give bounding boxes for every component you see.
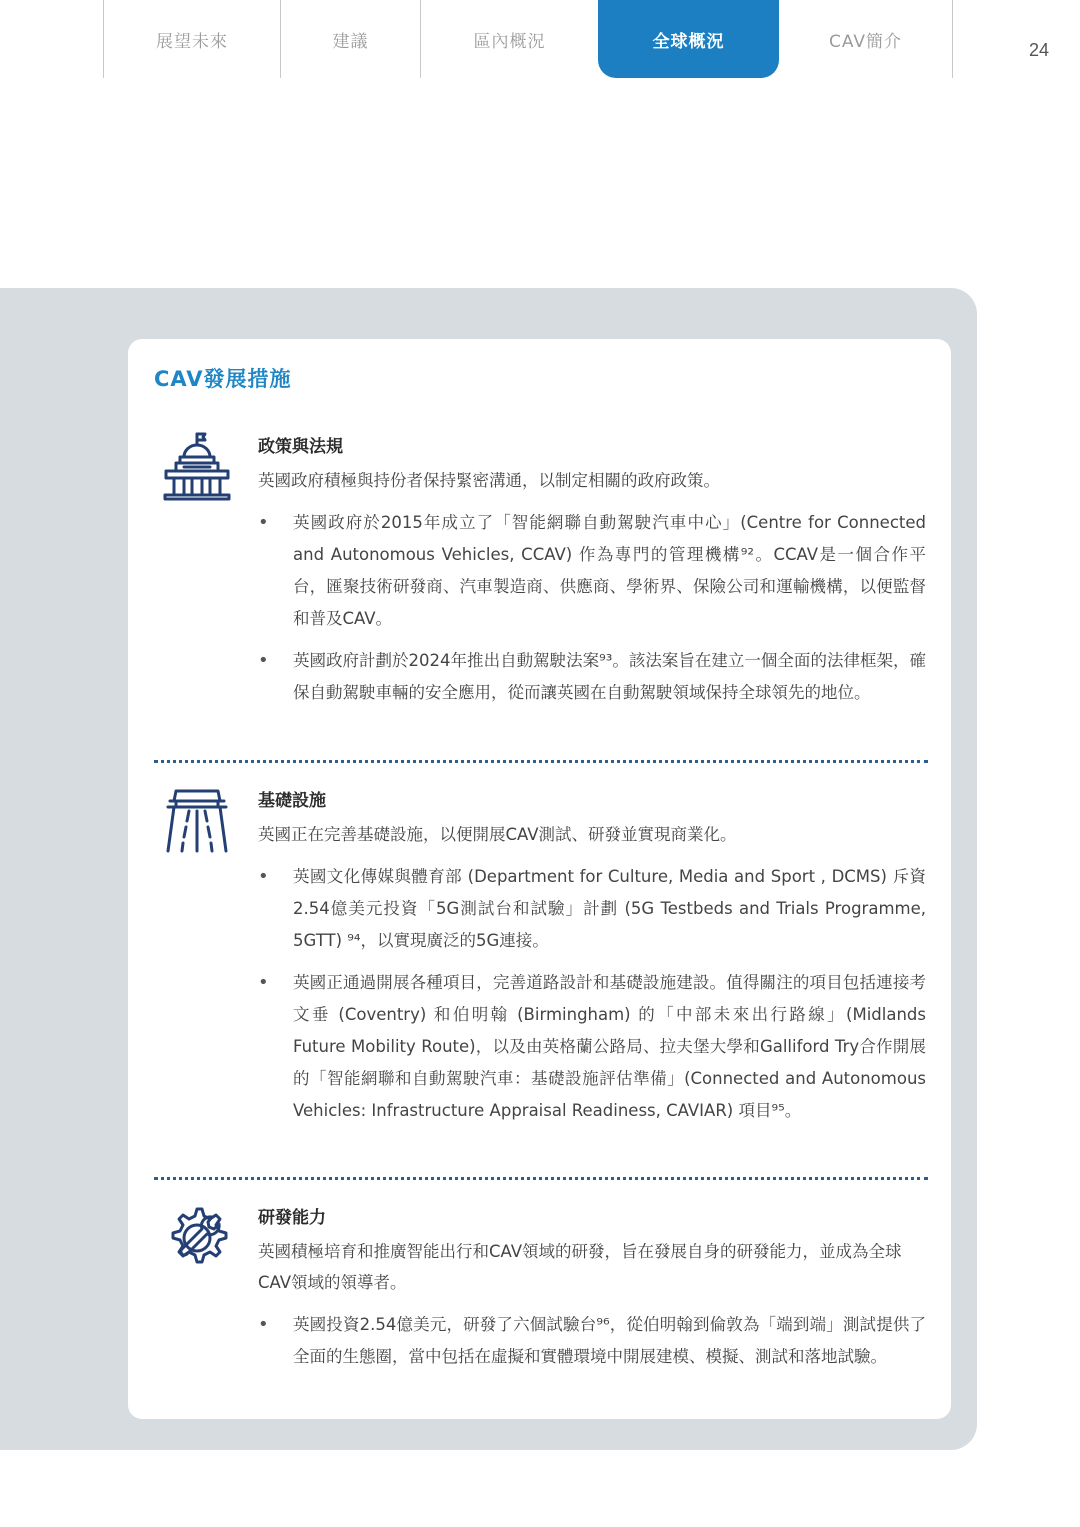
card-title: CAV發展措施	[154, 367, 292, 391]
section-divider	[154, 1177, 928, 1180]
section-heading: 研發能力	[258, 1208, 326, 1228]
section-divider	[154, 760, 928, 763]
list-item: • 英國正通過開展各種項目，完善道路設計和基礎設施建設。值得關注的項目包括連接考文垂 (Coventry) 和伯明翰 (Birmingham) 的「中部未來出行路線」(Midlands Future Mobility Route)，以及由英格蘭公路局、拉夫堡大學和Galliford Try合作開展的「智能網聯和自動駕駛汽車：基礎設施評估準備」(Connected and Autonomous Vehicles: Infrastructure Appraisal Readiness, CAVIAR) 項目⁹⁵。	[258, 967, 926, 1127]
government-building-icon	[162, 431, 232, 501]
section-intro: 英國正在完善基礎設施，以便開展CAV測試、研發並實現商業化。	[258, 825, 737, 844]
list-item: • 英國政府計劃於2024年推出自動駕駛法案⁹³。該法案旨在建立一個全面的法律框架，確保自動駕駛車輛的安全應用，從而讓英國在自動駕駛領域保持全球領先的地位。	[258, 645, 926, 709]
section-intro: 英國政府積極與持份者保持緊密溝通，以制定相關的政府政策。	[258, 471, 720, 490]
section-heading: 基礎設施	[258, 791, 326, 811]
bullet-list	[258, 861, 926, 1137]
page-number: 24	[1028, 40, 1050, 60]
section-heading: 政策與法規	[258, 437, 343, 457]
bullet-list	[258, 1309, 926, 1383]
list-item: • 英國政府於2015年成立了「智能網聯自動駕駛汽車中心」(Centre for Connected and Autonomous Vehicles, CCAV) 作為專門的管理機構⁹²。CCAV是一個合作平台，匯聚技術研發商、汽車製造商、供應商、學術界、保險公司和運輸機構，以便監督和普及CAV。	[258, 507, 926, 635]
section-intro: 英國積極培育和推廣智能出行和CAV領域的研發，旨在發展自身的研發能力，並成為全球CAV領域的領導者。	[258, 1242, 902, 1292]
gear-wrench-icon	[162, 1203, 232, 1273]
bullet-list	[258, 507, 926, 719]
tab-separator	[952, 0, 953, 78]
tab-outlook[interactable]: 展望未來	[156, 31, 228, 52]
tab-recommendations[interactable]: 建議	[332, 31, 369, 52]
highway-infrastructure-icon	[162, 787, 232, 857]
content-card	[128, 339, 951, 1419]
list-item: • 英國文化傳媒與體育部 (Department for Culture, Media and Sport , DCMS) 斥資2.54億美元投資「5G測試台和試驗」計劃 (5G Testbeds and Trials Programme, 5GTT) ⁹⁴，以實現廣泛的5G連接。	[258, 861, 926, 957]
list-item: • 英國投資2.54億美元，研發了六個試驗台⁹⁶，從伯明翰到倫敦為「端到端」測試提供了全面的生態圈，當中包括在虛擬和實體環境中開展建模、模擬、測試和落地試驗。	[258, 1309, 926, 1373]
top-navigation	[0, 0, 1080, 80]
tab-regional-overview[interactable]: 區內概況	[473, 31, 546, 52]
tab-global-overview[interactable]: 全球概況	[598, 0, 779, 78]
tab-cav-intro[interactable]: CAV簡介	[828, 31, 903, 52]
